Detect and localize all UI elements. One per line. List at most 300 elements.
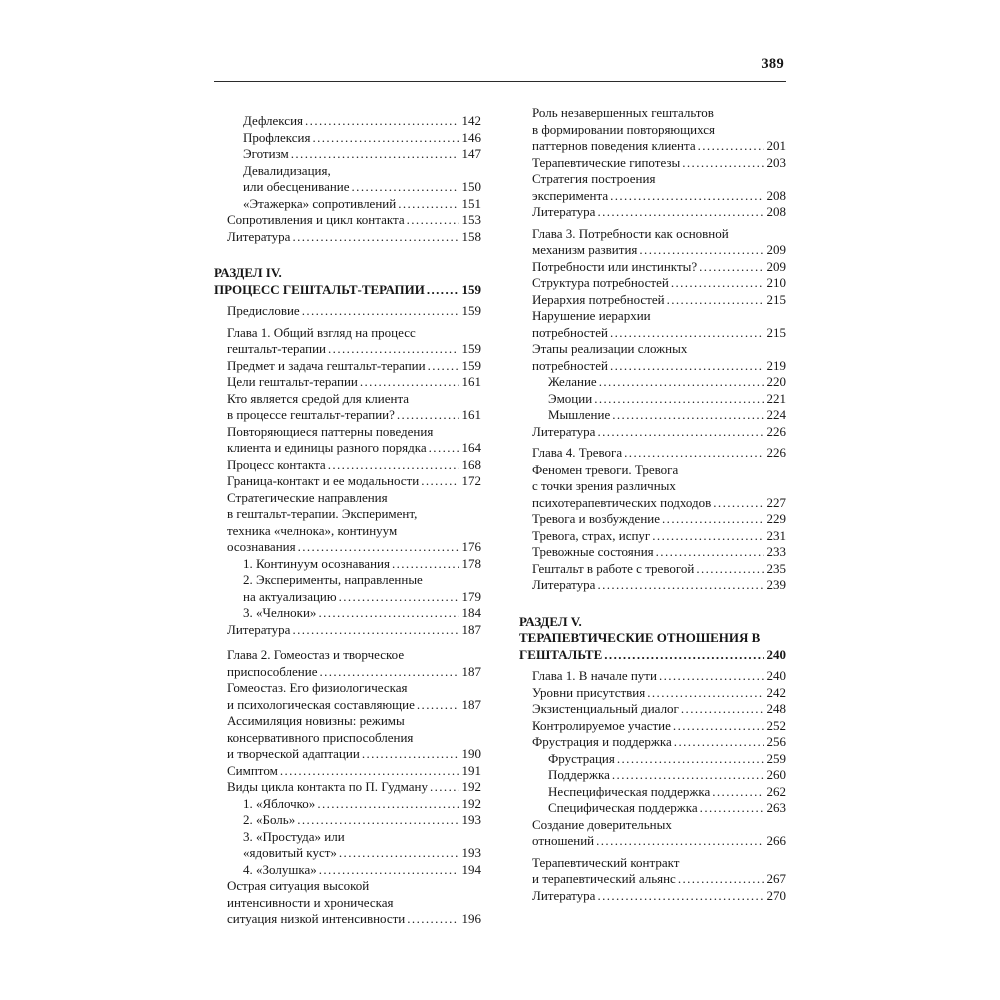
dot-leader [430,779,459,796]
toc-page-ref: 172 [461,473,481,488]
dot-leader [312,130,458,147]
toc-entry [519,445,786,462]
toc-entry-line [227,374,481,391]
toc-entry-line [227,506,481,523]
toc-page-ref: 224 [766,407,786,422]
toc-entry-text: и психологическая составляющие [227,696,415,712]
toc-entry-text: Терапевтические гипотезы [532,154,681,170]
toc-entry-line [227,341,481,358]
toc-entry [214,796,481,813]
page-content [214,56,786,928]
toc-entry-line [532,511,786,528]
toc-entry-line [532,528,786,545]
toc-entry-text: Структура потребностей [532,275,669,290]
toc-entry-text: Ассимиляция новизны: режимы [227,713,405,728]
dot-leader [682,155,763,172]
toc-page-ref: 194 [461,861,481,877]
dot-leader [599,374,764,391]
toc-entry-text: Цели гештальт-терапии [227,374,358,389]
toc-entry-line [227,490,481,507]
toc-entry-text: отношений [532,833,595,848]
toc-page-ref: 151 [461,195,481,211]
dot-leader [671,275,764,292]
toc-entry-text: Эготизм [243,146,289,161]
toc-page-ref: 164 [461,440,481,455]
toc-entry-line [532,155,786,172]
toc-entry-text: Глава 4. Тревога [532,445,623,460]
toc-page-ref: 159 [461,281,481,297]
toc-entry-text: РАЗДЕЛ V. [519,613,582,629]
toc-entry-line [227,424,481,441]
toc-entry [519,226,786,259]
dot-leader [297,812,458,829]
toc-page-ref: 215 [766,324,786,340]
toc-entry-line [548,407,786,424]
toc-page-ref: 147 [461,146,481,161]
toc-entry-text: Стратегия построения [532,171,656,186]
toc-page-ref: 153 [461,212,481,227]
toc-entry-line [243,130,481,147]
toc-entry-text: Иерархия потребностей [532,291,665,307]
toc-page-ref: 215 [766,291,786,307]
toc-entry [519,614,786,664]
toc-entry-text: Тревожные состояния [532,544,654,559]
toc-entry-text: на актуализацию [243,588,337,604]
toc-entry-line [519,614,786,631]
toc-page-ref: 201 [766,138,786,153]
toc-entry-text: Предмет и задача гештальт-терапии [227,357,426,373]
toc-entry [519,204,786,221]
toc-entry-text: ПРОЦЕСС ГЕШТАЛЬТ-ТЕРАПИИ [214,281,425,297]
dot-leader [362,746,459,763]
toc-entry-text: 2. Эксперименты, направленные [243,572,423,587]
toc-entry-text: Глава 2. Гомеостаз и творческое [227,647,405,662]
toc-entry-line [227,647,481,664]
toc-entry-line [243,179,481,196]
toc-entry [214,779,481,796]
toc-entry [519,701,786,718]
toc-page-ref: 193 [461,812,481,827]
dot-leader [712,784,763,801]
toc-entry [214,130,481,147]
dot-leader [639,242,763,259]
toc-entry [214,556,481,573]
toc-page-ref: 192 [461,795,481,811]
toc-entry [519,685,786,702]
toc-entry-line [532,495,786,512]
toc-entry [214,265,481,298]
toc-entry [519,718,786,735]
toc-entry [214,572,481,605]
toc-entry [519,855,786,888]
toc-page-ref: 203 [766,154,786,170]
toc-entry-text: Гештальт в работе с тревогой [532,560,695,576]
toc-entry-text: 3. «Челноки» [243,605,317,620]
toc-entry-text: Тревога, страх, испуг [532,527,651,543]
toc-entry-text: РАЗДЕЛ IV. [214,265,282,280]
toc-entry-line [532,105,786,122]
toc-entry-text: Кто является средой для клиента [227,390,410,406]
toc-page-ref: 184 [461,605,481,620]
toc-entry [214,163,481,196]
toc-entry-line [227,391,481,408]
toc-entry [519,561,786,578]
toc-entry [519,767,786,784]
toc-entry-text: «ядовитый куст» [243,845,337,860]
toc-entry [214,878,481,928]
dot-leader [647,685,763,702]
toc-page-ref: 159 [461,341,481,356]
toc-entry-text: или обесценивание [243,179,350,194]
toc-entry-line [227,763,481,780]
toc-entry-text: клиента и единицы разного порядка [227,440,427,455]
toc-entry [519,528,786,545]
toc-entry [214,391,481,424]
dot-leader [713,495,763,512]
dot-leader [298,539,459,556]
toc-entry-text: Профлексия [243,129,311,145]
toc-entry-text: 2. «Боль» [243,812,296,827]
toc-entry-line [519,630,786,647]
dot-leader [397,407,459,424]
dot-leader [617,751,764,768]
dot-leader [417,697,459,714]
toc-page-ref: 219 [766,357,786,373]
toc-page-ref: 161 [461,374,481,389]
toc-entry-text: потребностей [532,357,608,373]
dot-leader [280,763,459,780]
toc-entry-line [227,325,481,342]
toc-entry [519,155,786,172]
toc-page-ref: 231 [766,527,786,543]
toc-entry-line [532,424,786,441]
toc-entry-text: Фрустрация и поддержка [532,734,672,749]
dot-leader [674,734,764,751]
toc-entry-line [227,440,481,457]
toc-entry-line [227,303,481,320]
toc-columns [214,105,786,928]
dot-leader [698,138,764,155]
toc-entry-line [532,325,786,342]
toc-entry-text: Стратегические направления [227,489,388,505]
toc-page-ref: 142 [461,113,481,128]
toc-page-ref: 208 [766,204,786,219]
dot-leader [597,888,763,905]
toc-entry-line [532,685,786,702]
toc-entry-line [532,718,786,735]
toc-entry-text: Терапевтический контракт [532,854,680,870]
toc-entry [519,751,786,768]
dot-leader [292,622,458,639]
dot-leader [624,445,763,462]
toc-page-ref: 226 [766,423,786,439]
toc-page-ref: 262 [766,783,786,799]
toc-entry-text: 1. «Яблочко» [243,795,316,811]
toc-entry-line [532,561,786,578]
toc-entry-text: Контролируемое участие [532,717,671,733]
toc-entry-line [227,523,481,540]
toc-entry-text: Литература [532,577,596,592]
toc-entry-text: и творческой адаптации [227,746,360,761]
dot-leader [652,528,763,545]
dot-leader [407,911,458,928]
toc-entry-text: ГЕШТАЛЬТЕ [519,646,603,662]
dot-leader [596,833,763,850]
toc-page-ref: 158 [461,228,481,244]
toc-entry-line [532,122,786,139]
toc-entry-line [532,308,786,325]
toc-page-ref: 196 [461,911,481,926]
toc-page-ref: 187 [461,663,481,679]
toc-entry-text: Глава 1. В начале пути [532,668,657,683]
toc-entry-text: в гештальт-терапии. Эксперимент, [227,506,418,521]
toc-entry [519,424,786,441]
toc-entry-line [227,697,481,714]
toc-entry-line [243,605,481,622]
toc-entry-line [214,265,481,282]
toc-entry-line [548,374,786,391]
toc-entry [519,888,786,905]
page-number: 389 [761,56,784,72]
toc-page-ref: 240 [766,668,786,683]
toc-entry-line [548,751,786,768]
toc-page-ref: 161 [461,407,481,422]
toc-entry-text: Гомеостаз. Его физиологическая [227,680,408,695]
toc-entry-text: Специфическая поддержка [548,800,698,815]
toc-entry-text: ситуация низкой интенсивности [227,911,406,926]
toc-entry-line [532,292,786,309]
toc-entry [214,812,481,829]
dot-leader [407,212,459,229]
toc-page-ref: 187 [461,621,481,637]
toc-page-ref: 209 [766,242,786,257]
toc-page-ref: 190 [461,746,481,761]
toc-entry-line [243,196,481,213]
toc-page-ref: 179 [461,588,481,604]
toc-entry [519,374,786,391]
toc-page-ref: 226 [766,445,786,460]
toc-entry [214,212,481,229]
toc-entry [214,374,481,391]
toc-page-ref: 209 [766,258,786,274]
toc-entry-line [243,572,481,589]
toc-entry-line [532,445,786,462]
toc-entry-text: консервативного приспособления [227,729,414,745]
toc-page-ref: 227 [766,494,786,510]
toc-entry-text: гештальт-терапии [227,341,327,356]
toc-entry [519,391,786,408]
toc-entry-text: Фрустрация [548,750,615,766]
dot-leader [699,259,763,276]
toc-page-ref: 259 [766,750,786,766]
dot-leader [597,204,763,221]
toc-entry-line [532,171,786,188]
toc-entry-line [227,539,481,556]
toc-entry-text: с точки зрения различных [532,478,676,493]
toc-entry-line [227,358,481,375]
toc-entry [519,171,786,204]
toc-entry-line [227,730,481,747]
toc-entry-line [243,589,481,606]
toc-page-ref: 240 [766,646,786,662]
toc-entry-text: Дефлексия [243,113,304,128]
toc-entry [214,605,481,622]
toc-entry-text: Экзистенциальный диалог [532,701,679,716]
toc-entry-line [532,668,786,685]
toc-entry-line [532,888,786,905]
toc-page-ref: 192 [461,779,481,794]
toc-entry [519,668,786,685]
toc-entry [214,457,481,474]
toc-entry-text: Сопротивления и цикл контакта [227,212,405,227]
toc-page-ref: 168 [461,456,481,472]
toc-entry-line [532,701,786,718]
toc-entry-text: интенсивности и хроническая [227,894,394,910]
toc-entry [519,275,786,292]
toc-entry [214,862,481,879]
toc-entry-text: Потребности или инстинкты? [532,258,698,274]
dot-leader [360,374,459,391]
toc-entry-text: ТЕРАПЕВТИЧЕСКИЕ ОТНОШЕНИЯ В [519,630,761,645]
toc-page-ref: 187 [461,696,481,712]
toc-entry [519,308,786,341]
toc-entry [519,734,786,751]
toc-entry [519,817,786,850]
toc-entry-line [243,163,481,180]
toc-entry [519,577,786,594]
toc-entry-text: и терапевтический альянс [532,871,676,886]
dot-leader [428,358,459,375]
dot-leader [612,767,764,784]
toc-page-ref: 260 [766,767,786,782]
toc-entry [214,229,481,246]
toc-entry [519,511,786,528]
toc-entry [214,424,481,457]
toc-entry-text: Литература [227,228,291,244]
dot-leader [597,424,763,441]
toc-page-ref: 266 [766,833,786,848]
toc-page-ref: 270 [766,887,786,903]
toc-page-ref: 248 [766,701,786,716]
toc-entry-text: Острая ситуация высокой [227,878,370,893]
toc-page-ref: 256 [766,734,786,749]
toc-entry-line [532,188,786,205]
dot-leader [662,511,763,528]
toc-entry-text: 4. «Золушка» [243,861,317,877]
toc-entry-text: Тревога и возбуждение [532,511,661,526]
toc-entry-line [243,796,481,813]
dot-leader [392,556,459,573]
toc-entry-line [532,259,786,276]
dot-leader [291,146,459,163]
toc-entry-text: Нарушение иерархии [532,308,651,323]
toc-entry-line [227,622,481,639]
toc-entry [214,763,481,780]
toc-entry-line [532,833,786,850]
toc-entry-line [532,138,786,155]
toc-entry-line [243,862,481,879]
toc-entry-line [532,242,786,259]
dot-leader [610,358,764,375]
toc-entry-text: Глава 3. Потребности как основной [532,225,729,241]
toc-entry-text: Девалидизация, [243,162,331,178]
toc-entry [519,784,786,801]
toc-entry-line [243,113,481,130]
toc-page-ref: 233 [766,544,786,559]
dot-leader [319,664,458,681]
toc-entry-line [227,895,481,912]
toc-page-ref: 242 [766,684,786,700]
dot-leader [610,325,764,342]
toc-page-ref: 239 [766,577,786,592]
dot-leader [612,407,763,424]
toc-page-ref: 229 [766,511,786,526]
dot-leader [700,800,764,817]
dot-leader [610,188,763,205]
dot-leader [352,179,459,196]
toc-entry-line [548,391,786,408]
toc-page-ref: 150 [461,179,481,194]
toc-entry [519,800,786,817]
toc-entry [214,113,481,130]
toc-page-ref: 263 [766,800,786,815]
toc-entry-text: в формировании повторяющихся [532,121,715,137]
toc-entry-line [532,275,786,292]
toc-entry [519,544,786,561]
toc-entry-text: Желание [548,374,597,389]
dot-leader [594,391,763,408]
toc-entry-line [227,473,481,490]
toc-entry-line [227,457,481,474]
toc-entry [519,105,786,155]
toc-entry-text: Уровни присутствия [532,684,646,700]
toc-entry-text: Эмоции [548,390,593,406]
dot-leader [421,473,458,490]
toc-entry-line [243,146,481,163]
toc-entry-line [532,871,786,888]
toc-page-ref: 210 [766,275,786,290]
dot-leader [681,701,764,718]
dot-leader [678,871,764,888]
toc-entry-line [548,784,786,801]
toc-entry-line [532,734,786,751]
dot-leader [302,303,459,320]
toc-entry [214,325,481,358]
toc-entry [519,407,786,424]
toc-entry-text: Этапы реализации сложных [532,341,688,356]
toc-entry-text: Литература [532,204,596,219]
dot-leader [319,862,459,879]
toc-entry-line [227,746,481,763]
toc-entry [519,259,786,276]
toc-entry-text: Литература [227,621,291,637]
toc-entry-line [243,829,481,846]
dot-leader [656,544,764,561]
toc-entry-line [532,204,786,221]
toc-entry-text: Неспецифическая поддержка [548,783,711,799]
toc-entry-line [214,282,481,299]
toc-entry [214,680,481,713]
dot-leader [427,282,459,299]
toc-left-column [214,105,481,928]
toc-entry-text: Граница-контакт и ее модальности [227,473,420,488]
toc-entry [214,490,481,556]
toc-entry-text: 3. «Простуда» или [243,828,345,844]
toc-entry-text: Симптом [227,762,278,778]
toc-entry-text: Повторяющиеся паттерны поведения [227,423,434,439]
toc-entry-text: Роль незавершенных гештальтов [532,105,714,120]
toc-entry-text: Виды цикла контакта по П. Гудману [227,779,428,794]
